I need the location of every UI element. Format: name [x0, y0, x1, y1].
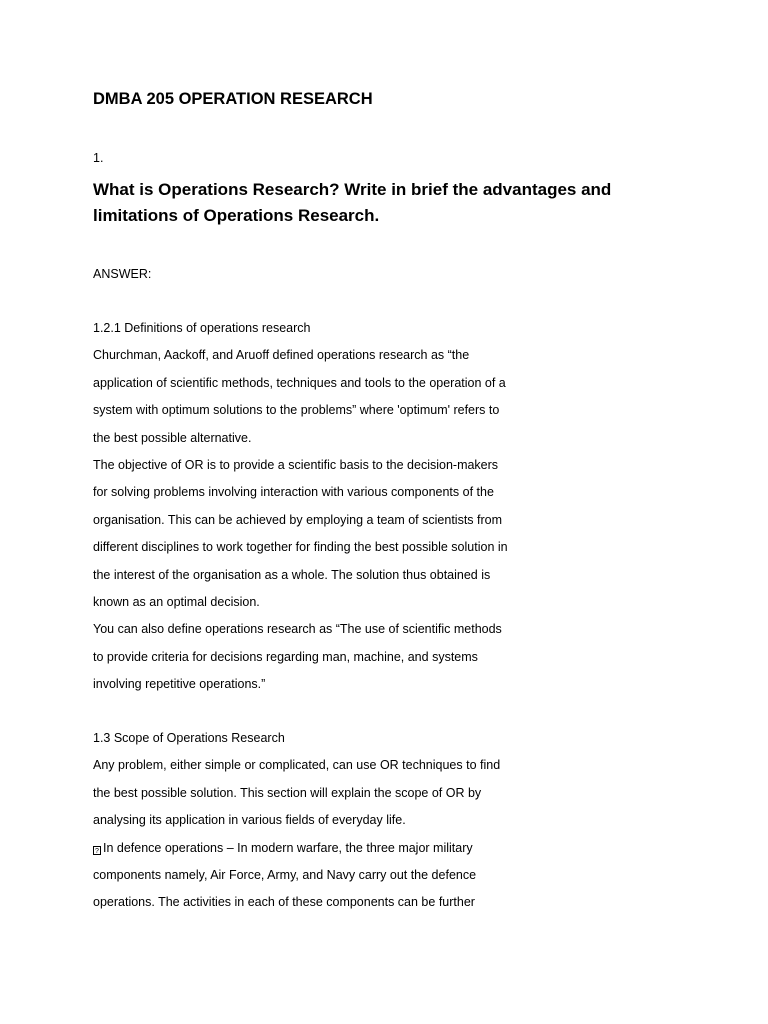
question-number: 1.: [93, 151, 104, 165]
bullet-text: In defence operations – In modern warfare, the three major military: [103, 840, 473, 855]
paragraph-line: Any problem, either simple or complicated, can use OR techniques to find: [93, 758, 501, 773]
document-title: DMBA 205 OPERATION RESEARCH: [93, 90, 373, 108]
paragraph-line: to provide criteria for decisions regarding man, machine, and systems: [93, 649, 478, 664]
paragraph-line: The objective of OR is to provide a scientific basis to the decision-makers: [93, 457, 499, 472]
paragraph-line: organisation. This can be achieved by employing a team of scientists from: [93, 512, 503, 527]
paragraph-line: known as an optimal decision.: [93, 594, 260, 609]
paragraph-line: the interest of the organisation as a whole. The solution thus obtained is: [93, 567, 491, 582]
section-heading: 1.3 Scope of Operations Research: [93, 731, 285, 745]
paragraph-line: the best possible solution. This section will explain the scope of OR by: [93, 785, 482, 800]
answer-label: ANSWER:: [93, 267, 152, 281]
section-definitions: [93, 317, 563, 700]
paragraph-line: components namely, Air Force, Army, and Navy carry out the defence: [93, 867, 477, 882]
paragraph-line: for solving problems involving interaction with various components of the: [93, 485, 494, 500]
section-heading: 1.2.1 Definitions of operations research: [93, 321, 311, 335]
paragraph-line: system with optimum solutions to the problems” where 'optimum' refers to: [93, 403, 500, 418]
question-heading: What is Operations Research? Write in brief the advantages and limitations of Operations Research.: [93, 180, 612, 225]
section-scope: [93, 727, 563, 919]
paragraph-line: Churchman, Aackoff, and Aruoff defined operations research as “the: [93, 348, 470, 363]
paragraph-line: You can also define operations research as “The use of scientific methods: [93, 622, 502, 637]
paragraph-line: analysing its application in various fields of everyday life.: [93, 813, 406, 828]
paragraph-line: the best possible alternative.: [93, 430, 252, 445]
paragraph-line: involving repetitive operations.”: [93, 677, 266, 692]
paragraph-line: operations. The activities in each of these components can be further: [93, 895, 475, 910]
missing-glyph-icon: ?: [93, 846, 101, 855]
bullet-line: [93, 837, 563, 864]
paragraph-line: different disciplines to work together for finding the best possible solution in: [93, 540, 508, 555]
paragraph-line: application of scientific methods, techniques and tools to the operation of a: [93, 375, 506, 390]
